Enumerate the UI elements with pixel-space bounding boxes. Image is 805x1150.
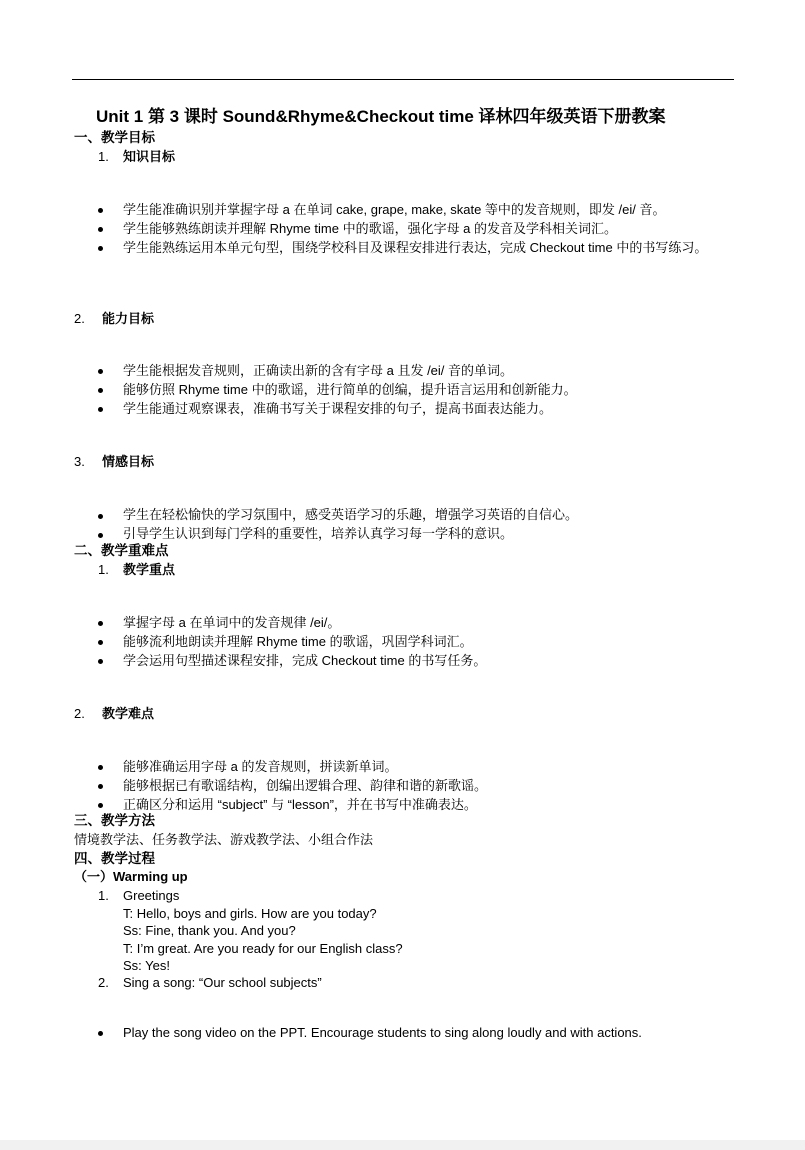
- sub-number: 2.: [74, 311, 85, 326]
- bullet-icon: [98, 765, 103, 770]
- item-number: 1.: [98, 888, 109, 903]
- sub-number: 2.: [74, 706, 85, 721]
- list-item: Play the song video on the PPT. Encourage students to sing along loudly and with actions.: [123, 1025, 642, 1040]
- section-heading-objectives: 一、教学目标: [74, 130, 155, 145]
- dialogue-line: Ss: Yes!: [123, 958, 170, 973]
- list-item: 学生能准确识别并掌握字母 a 在单词 cake, grape, make, skate 等中的发音规则，即发 /ei/ 音。: [123, 202, 666, 217]
- list-item: 学生在轻松愉快的学习氛围中，感受英语学习的乐趣，增强学习英语的自信心。: [123, 507, 579, 522]
- bullet-icon: [98, 659, 103, 664]
- item-number: 2.: [98, 975, 109, 990]
- bullet-icon: [98, 369, 103, 374]
- bullet-icon: [98, 784, 103, 789]
- item-greetings: Greetings: [123, 888, 180, 903]
- bullet-icon: [98, 407, 103, 412]
- sub-heading-knowledge: 知识目标: [123, 149, 176, 164]
- list-item: 学生能通过观察课表，准确书写关于课程安排的句子，提高书面表达能力。: [123, 401, 553, 416]
- list-item: 学生能熟练运用本单元句型，围绕学校科目及课程安排进行表达，完成 Checkout time 中的书写练习。: [123, 240, 708, 255]
- bullet-icon: [98, 803, 103, 808]
- header-rule: [72, 79, 734, 80]
- bullet-icon: [98, 514, 103, 519]
- bullet-icon: [98, 246, 103, 251]
- methods-text: 情境教学法、任务教学法、游戏教学法、小组合作法: [74, 832, 374, 847]
- list-item: 能够仿照 Rhyme time 中的歌谣，进行简单的创编，提升语言运用和创新能力。: [123, 382, 577, 397]
- page-title: Unit 1 第 3 课时 Sound&Rhyme&Checkout time 译林四年级英语下册教案: [96, 107, 666, 126]
- page-bottom-edge: [0, 1140, 805, 1150]
- part-heading-warming-up: （一）Warming up: [74, 869, 188, 884]
- sub-heading-key: 教学重点: [123, 562, 176, 577]
- list-item: 掌握字母 a 在单词中的发音规律 /ei/。: [123, 615, 341, 630]
- sub-number: 1.: [98, 149, 109, 164]
- dialogue-line: T: I’m great. Are you ready for our English class?: [123, 941, 403, 956]
- bullet-icon: [98, 1031, 103, 1036]
- section-heading-key-points: 二、教学重难点: [74, 543, 169, 558]
- dialogue-line: Ss: Fine, thank you. And you?: [123, 923, 296, 938]
- bullet-icon: [98, 388, 103, 393]
- list-item: 学生能够熟练朗读并理解 Rhyme time 中的歌谣，强化字母 a 的发音及学科相关词汇。: [123, 221, 618, 236]
- list-item: 能够流利地朗读并理解 Rhyme time 的歌谣，巩固学科词汇。: [123, 634, 473, 649]
- sub-heading-difficult: 教学难点: [102, 706, 155, 721]
- bullet-icon: [98, 227, 103, 232]
- list-item: 正确区分和运用 “subject” 与 “lesson”，并在书写中准确表达。: [123, 797, 477, 812]
- sub-number: 3.: [74, 454, 85, 469]
- item-sing-song: Sing a song: “Our school subjects”: [123, 975, 322, 990]
- list-item: 引导学生认识到每门学科的重要性，培养认真学习每一学科的意识。: [123, 526, 514, 541]
- sub-number: 1.: [98, 562, 109, 577]
- bullet-icon: [98, 533, 103, 538]
- section-heading-process: 四、教学过程: [74, 851, 155, 866]
- bullet-icon: [98, 621, 103, 626]
- list-item: 能够根据已有歌谣结构，创编出逻辑合理、韵律和谐的新歌谣。: [123, 778, 488, 793]
- bullet-icon: [98, 208, 103, 213]
- bullet-icon: [98, 640, 103, 645]
- sub-heading-emotion: 情感目标: [102, 454, 155, 469]
- dialogue-line: T: Hello, boys and girls. How are you today?: [123, 906, 377, 921]
- list-item: 学会运用句型描述课程安排，完成 Checkout time 的书写任务。: [123, 653, 487, 668]
- list-item: 学生能根据发音规则，正确读出新的含有字母 a 且发 /ei/ 音的单词。: [123, 363, 514, 378]
- sub-heading-ability: 能力目标: [102, 311, 155, 326]
- section-heading-methods: 三、教学方法: [74, 813, 155, 828]
- list-item: 能够准确运用字母 a 的发音规则，拼读新单词。: [123, 759, 398, 774]
